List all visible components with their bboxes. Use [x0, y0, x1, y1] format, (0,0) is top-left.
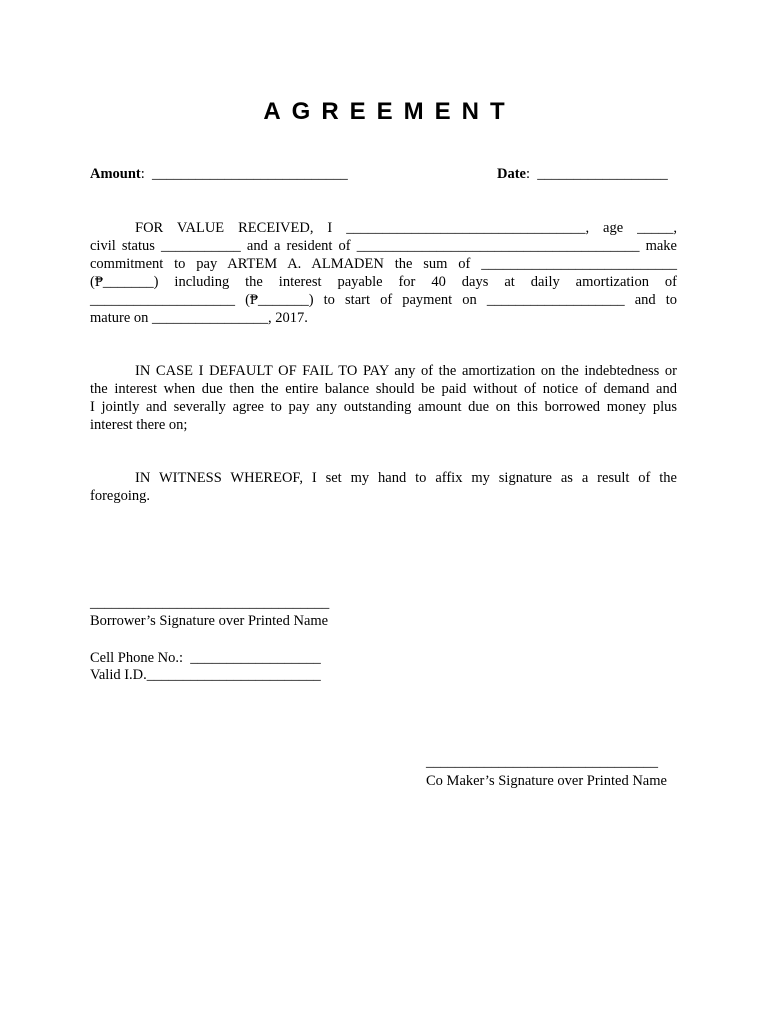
borrower-signature-caption: Borrower’s Signature over Printed Name	[90, 613, 329, 629]
paragraph-line: civil status ___________ and a resident of _______________________________________ make	[90, 238, 677, 254]
paragraph-line: commitment to pay ARTEM A. ALMADEN the sum of ___________________________	[90, 256, 677, 272]
date-label: Date	[497, 166, 526, 182]
date-blank: : __________________	[526, 166, 668, 182]
paragraph-line: mature on ________________, 2017.	[90, 310, 308, 326]
date-field	[497, 165, 668, 183]
amount-field	[90, 165, 348, 183]
valid-id-field: Valid I.D.________________________	[90, 667, 321, 683]
comaker-signature-line: ________________________________	[426, 754, 658, 770]
paragraph-line: the interest when due then the entire balance should be paid without of notice of demand and	[90, 381, 677, 397]
document-title: AGREEMENT	[263, 98, 516, 125]
paragraph-line: I jointly and severally agree to pay any outstanding amount due on this borrowed money plus	[90, 399, 677, 415]
amount-label: Amount	[90, 166, 141, 182]
paragraph-line: (₱_______) including the interest payable for 40 days at daily amortization of	[90, 274, 677, 290]
paragraph-line: IN WITNESS WHEREOF, I set my hand to affix my signature as a result of the	[135, 470, 677, 486]
borrower-signature-line: _________________________________	[90, 595, 330, 611]
paragraph-line: foregoing.	[90, 488, 150, 504]
paragraph-line: FOR VALUE RECEIVED, I _________________________________, age _____,	[135, 220, 677, 236]
cell-phone-field: Cell Phone No.: __________________	[90, 650, 321, 666]
comaker-signature-caption: Co Maker’s Signature over Printed Name	[426, 773, 667, 789]
paragraph-line: ____________________ (₱_______) to start of payment on ___________________ and to	[90, 292, 677, 308]
paragraph-line: IN CASE I DEFAULT OF FAIL TO PAY any of the amortization on the indebtedness or	[135, 363, 677, 379]
paragraph-line: interest there on;	[90, 417, 188, 433]
amount-blank: : ___________________________	[140, 166, 348, 182]
